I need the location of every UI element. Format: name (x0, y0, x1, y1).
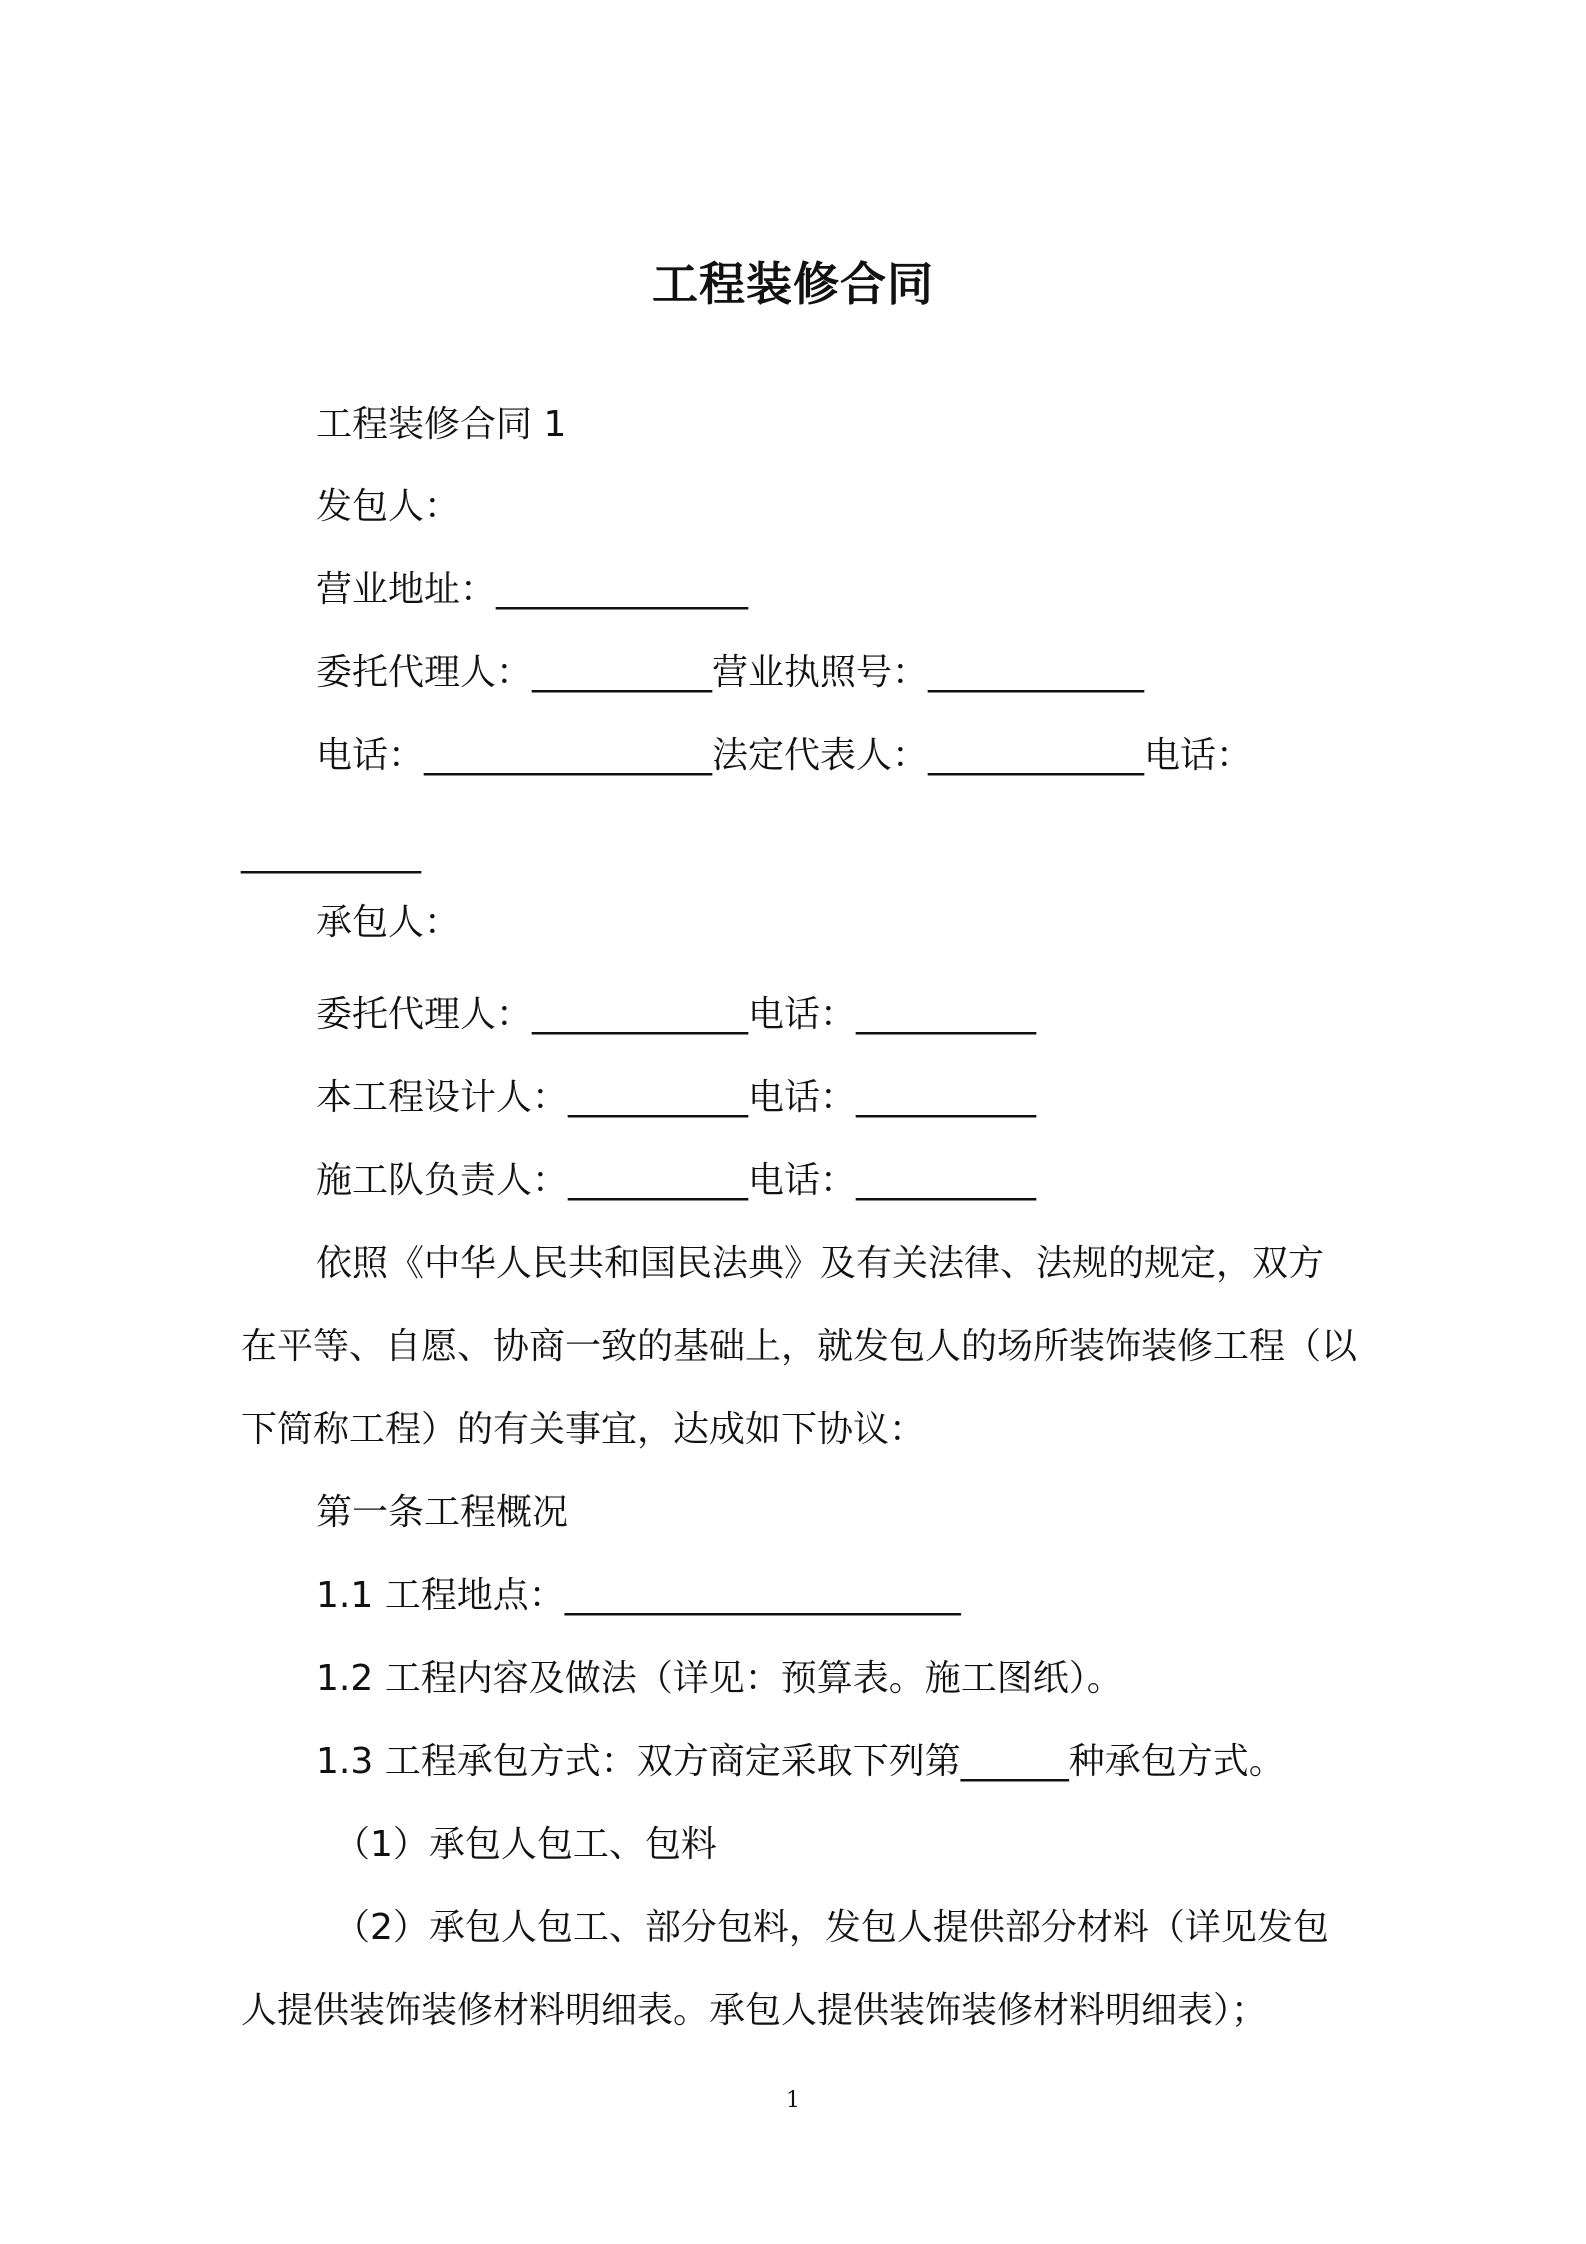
employer-label: 发包人： (316, 486, 461, 527)
clause-1-3: 1.3 工程承包方式：双方商定采取下列第______种承包方式。 (316, 1741, 1285, 1782)
article-1-heading: 第一条工程概况 (316, 1492, 569, 1533)
clause-1-1: 1.1 工程地点：______________________ (316, 1575, 961, 1616)
option-2-line-1: （2）承包人包工、部分包料，发包人提供部分材料（详见发包 (334, 1907, 1329, 1948)
preamble-line-1: 依照《中华人民共和国民法典》及有关法律、法规的规定，双方 (316, 1243, 1325, 1284)
option-2-line-2: 人提供装饰装修材料明细表。承包人提供装饰装修材料明细表）； (241, 1990, 1268, 2031)
business-address-line: 营业地址：______________ (316, 569, 749, 610)
clause-1-2: 1.2 工程内容及做法（详见：预算表。施工图纸）。 (316, 1658, 1123, 1699)
employer-phone-line: 电话：________________法定代表人：____________电话： (316, 735, 1253, 776)
designer-line: 本工程设计人：__________电话：__________ (316, 1077, 1037, 1118)
employer-agent-line: 委托代理人：__________营业执照号：____________ (316, 652, 1145, 693)
contract-subtitle: 工程装修合同 1 (316, 404, 567, 445)
page-number: 1 (786, 2088, 800, 2113)
team-leader-line: 施工队负责人：__________电话：__________ (316, 1160, 1037, 1201)
document-title: 工程装修合同 (652, 257, 934, 311)
preamble-line-3: 下简称工程）的有关事宜，达成如下协议： (241, 1409, 926, 1450)
preamble-line-2: 在平等、自愿、协商一致的基础上，就发包人的场所装饰装修工程（以 (241, 1326, 1358, 1367)
employer-phone-blank: __________ (241, 833, 421, 874)
option-1: （1）承包人包工、包料 (334, 1824, 717, 1865)
contractor-agent-line: 委托代理人：____________电话：__________ (316, 994, 1037, 1035)
contractor-label: 承包人： (316, 902, 461, 943)
